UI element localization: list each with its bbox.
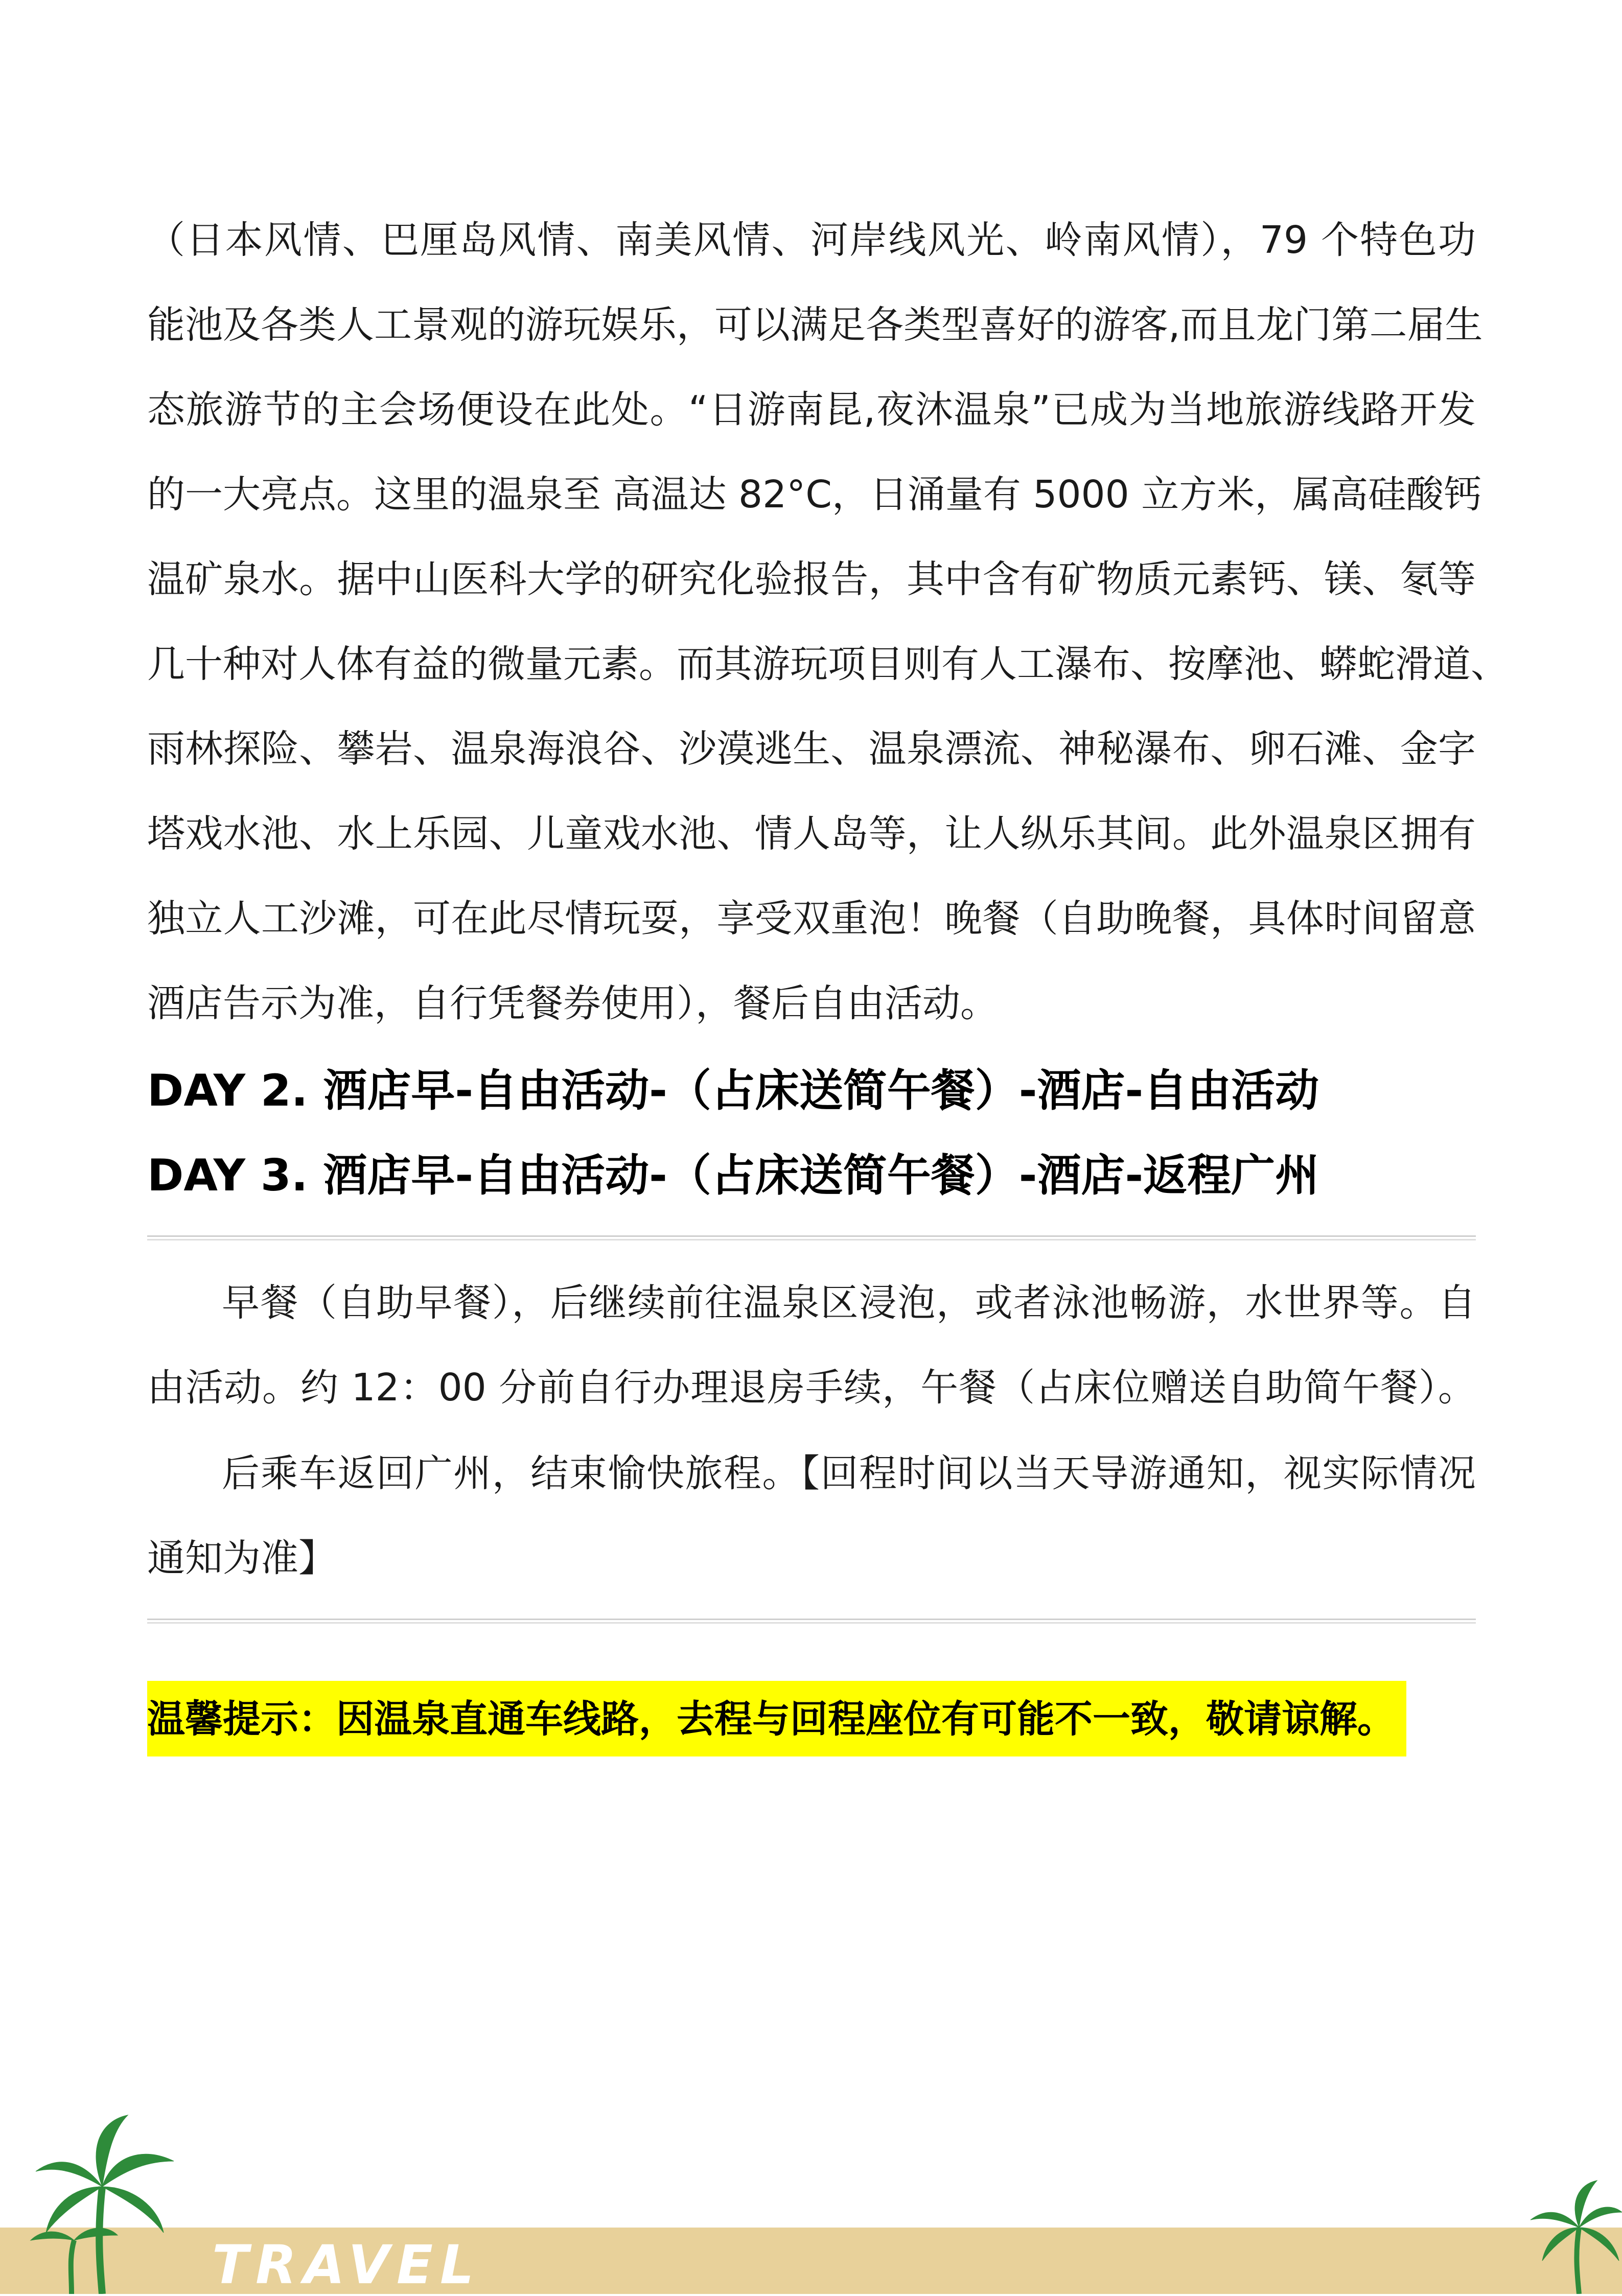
section-divider-bottom xyxy=(147,1619,1476,1624)
intro-line-4: 的一大亮点。这里的温泉至 高温达 82°C，日涌量有 5000 立方米，属高硅酸钙 xyxy=(147,473,1482,517)
footer-brand-text: TRAVEL xyxy=(212,2234,481,2296)
day3-line-2: 由活动。约 12：00 分前自行办理退房手续，午餐（占床位赠送自助简午餐）。 xyxy=(147,1366,1476,1410)
palm-tree-icon xyxy=(26,2110,189,2294)
intro-line-10: 酒店告示为准，自行凭餐券使用），餐后自由活动。 xyxy=(147,981,998,1025)
intro-line-7: 雨林探险、攀岩、温泉海浪谷、沙漠逃生、温泉漂流、神秘瀑布、卵石滩、金字 xyxy=(147,727,1476,771)
day3-line-3: 后乘车返回广州，结束愉快旅程。【回程时间以当天导游通知，视实际情况 xyxy=(222,1451,1476,1495)
intro-line-3: 态旅游节的主会场便设在此处。“日游南昆,夜沐温泉”已成为当地旅游线路开发 xyxy=(147,388,1476,432)
intro-line-6: 几十种对人体有益的微量元素。而其游玩项目则有人工瀑布、按摩池、蟒蛇滑道、 xyxy=(147,642,1509,686)
warm-tip-text: 温馨提示：因温泉直通车线路，去程与回程座位有可能不一致，敬请谅解。 xyxy=(147,1697,1395,1741)
intro-line-9: 独立人工沙滩，可在此尽情玩耍，享受双重泡！晚餐（自助晚餐，具体时间留意 xyxy=(147,897,1476,941)
section-divider-top xyxy=(147,1235,1476,1240)
intro-line-1: （日本风情、巴厘岛风情、南美风情、河岸线风光、岭南风情），79 个特色功 xyxy=(147,218,1476,262)
day-2-heading: DAY 2. 酒店早-自由活动-（占床送简午餐）-酒店-自由活动 xyxy=(147,1065,1319,1116)
intro-line-5: 温矿泉水。据中山医科大学的研究化验报告，其中含有矿物质元素钙、镁、氡等 xyxy=(147,557,1476,601)
palm-tree-icon xyxy=(1528,2176,1622,2294)
day-3-heading: DAY 3. 酒店早-自由活动-（占床送简午餐）-酒店-返程广州 xyxy=(147,1150,1319,1201)
day3-line-1: 早餐（自助早餐），后继续前往温泉区浸泡，或者泳池畅游，水世界等。自 xyxy=(222,1281,1476,1325)
intro-line-8: 塔戏水池、水上乐园、儿童戏水池、情人岛等，让人纵乐其间。此外温泉区拥有 xyxy=(147,812,1476,856)
warm-tip-highlight xyxy=(147,1681,1406,1756)
intro-line-2: 能池及各类人工景观的游玩娱乐，可以满足各类型喜好的游客,而且龙门第二届生 xyxy=(147,303,1483,347)
day3-line-4: 通知为准】 xyxy=(147,1536,336,1580)
